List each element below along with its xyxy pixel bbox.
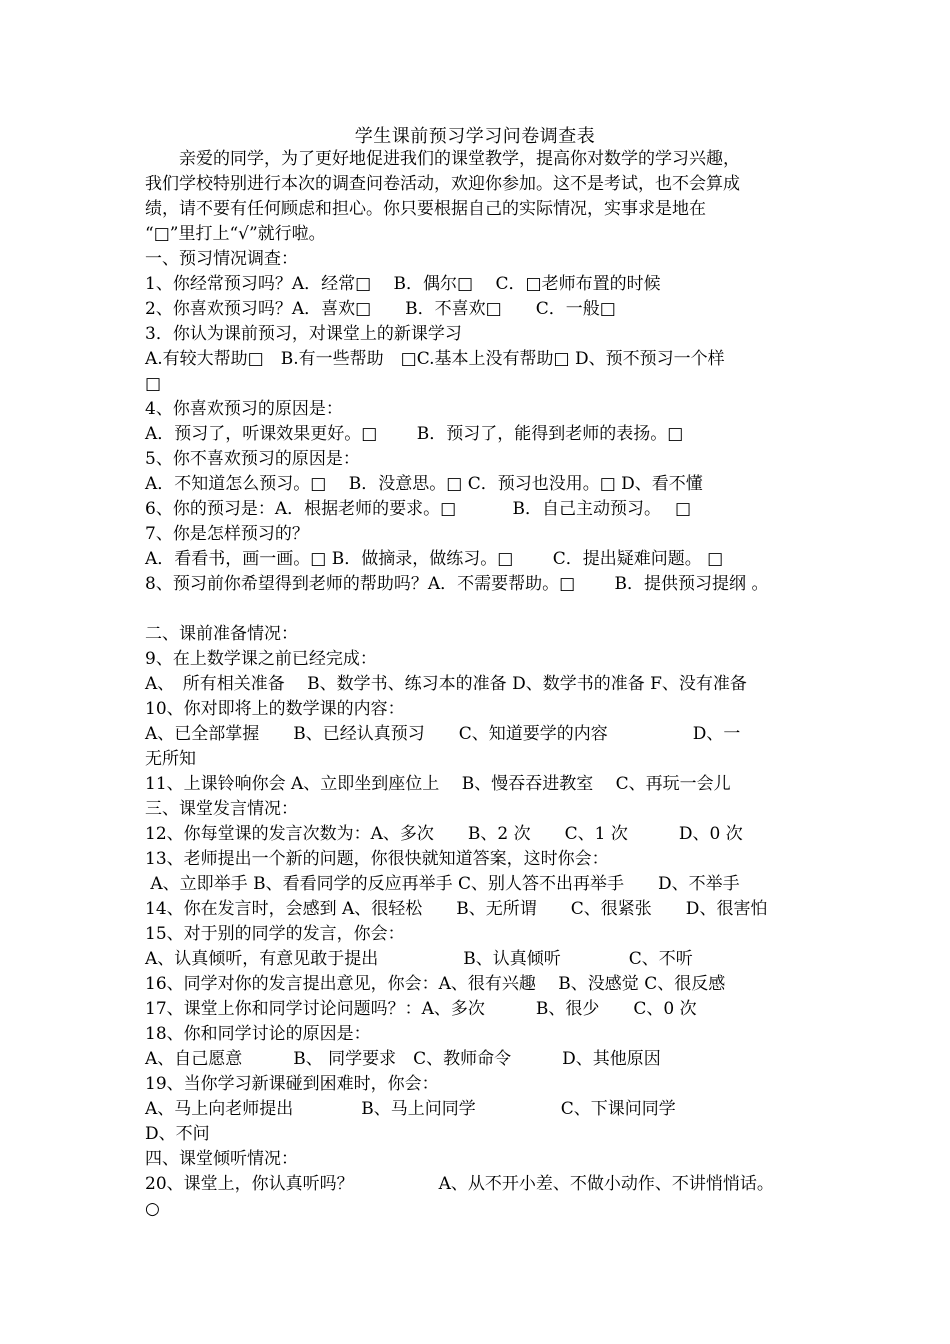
question-3-options: A.有较大帮助□ B.有一些帮助 □C.基本上没有帮助□ D、预不预习一个样 xyxy=(145,349,725,369)
question-16: 16、同学对你的发言提出意见，你会：A、很有兴趣 B、没感觉 C、很反感 xyxy=(145,974,726,994)
question-6: 6、你的预习是：A．根据老师的要求。□ B．自己主动预习。 □ xyxy=(145,499,692,519)
question-17: 17、课堂上你和同学讨论问题吗？：A、多次 B、很少 C、0 次 xyxy=(145,999,697,1019)
document-title: 学生课前预习学习问卷调查表 xyxy=(354,126,596,147)
question-5-options: A．不知道怎么预习。□ B．没意思。□ C．预习也没用。□ D、看不懂 xyxy=(145,474,703,494)
section-heading-3: 三、课堂发言情况： xyxy=(145,799,298,819)
question-3: 3．你认为课前预习，对课堂上的新课学习 xyxy=(145,324,462,344)
question-8: 8、预习前你希望得到老师的帮助吗？A．不需要帮助。□ B．提供预习提纲 。 xyxy=(145,574,769,594)
question-4: 4、你喜欢预习的原因是： xyxy=(145,399,343,419)
question-10-options: A、已全部掌握 B、已经认真预习 C、知道要学的内容 D、一 xyxy=(145,724,741,744)
intro-line-4: “□”里打上“√”就行啦。 xyxy=(145,224,326,244)
question-18-options: A、自己愿意 B、 同学要求 C、教师命令 D、其他原因 xyxy=(145,1049,661,1069)
intro-line-2: 我们学校特别进行本次的调查问卷活动，欢迎你参加。这不是考试，也不会算成 xyxy=(145,174,740,194)
question-19-options: A、马上向老师提出 B、马上问同学 C、下课问同学 xyxy=(145,1099,676,1119)
question-18: 18、你和同学讨论的原因是： xyxy=(145,1024,371,1044)
question-11: 11、上课铃响你会 A、立即坐到座位上 B、慢吞吞进教室 C、再玩一会儿 xyxy=(145,774,731,794)
question-3-options-cont: □ xyxy=(145,374,162,394)
intro-line-1: 亲爱的同学，为了更好地促进我们的课堂教学，提高你对数学的学习兴趣， xyxy=(145,149,740,169)
section-heading-1: 一、预习情况调查： xyxy=(145,249,298,269)
question-15-options: A、认真倾听，有意见敢于提出 B、认真倾听 C、不听 xyxy=(145,949,693,969)
question-15: 15、对于别的同学的发言，你会： xyxy=(145,924,405,944)
question-9-options: A、 所有相关准备 B、数学书、练习本的准备 D、数学书的准备 F、没有准备 xyxy=(145,674,747,694)
question-5: 5、你不喜欢预习的原因是： xyxy=(145,449,360,469)
question-2: 2、你喜欢预习吗？A．喜欢□ B．不喜欢□ C．一般□ xyxy=(145,299,616,319)
question-7-options: A．看看书，画一画。□ B．做摘录，做练习。□ C．提出疑难问题。 □ xyxy=(145,549,724,569)
question-10-options-cont: 无所知 xyxy=(145,749,196,769)
section-heading-2: 二、课前准备情况： xyxy=(145,624,298,644)
question-10: 10、你对即将上的数学课的内容： xyxy=(145,699,405,719)
question-4-options: A．预习了，听课效果更好。□ B．预习了，能得到老师的表扬。□ xyxy=(145,424,684,444)
question-1: 1、你经常预习吗？A．经常□ B．偶尔□ C．□老师布置的时候 xyxy=(145,274,661,294)
question-9: 9、在上数学课之前已经完成： xyxy=(145,649,377,669)
question-12: 12、你每堂课的发言次数为：A、多次 B、2 次 C、1 次 D、0 次 xyxy=(145,824,743,844)
question-13-options: A、立即举手 B、看看同学的反应再举手 C、别人答不出再举手 D、不举手 xyxy=(145,874,740,894)
question-13: 13、老师提出一个新的问题，你很快就知道答案，这时你会： xyxy=(145,849,609,869)
question-19: 19、当你学习新课碰到困难时，你会： xyxy=(145,1074,439,1094)
question-14: 14、你在发言时，会感到 A、很轻松 B、无所谓 C、很紧张 D、很害怕 xyxy=(145,899,768,919)
question-19-options-cont: D、不问 xyxy=(145,1124,210,1144)
question-20: 20、课堂上，你认真听吗？ A、从不开小差、不做小动作、不讲悄悄话。 xyxy=(145,1174,774,1194)
intro-line-3: 绩，请不要有任何顾虑和担心。你只要根据自己的实际情况，实事求是地在 xyxy=(145,199,706,219)
question-7: 7、你是怎样预习的？ xyxy=(145,524,309,544)
section-heading-4: 四、课堂倾听情况： xyxy=(145,1149,298,1169)
question-20-circle: ○ xyxy=(145,1199,160,1219)
